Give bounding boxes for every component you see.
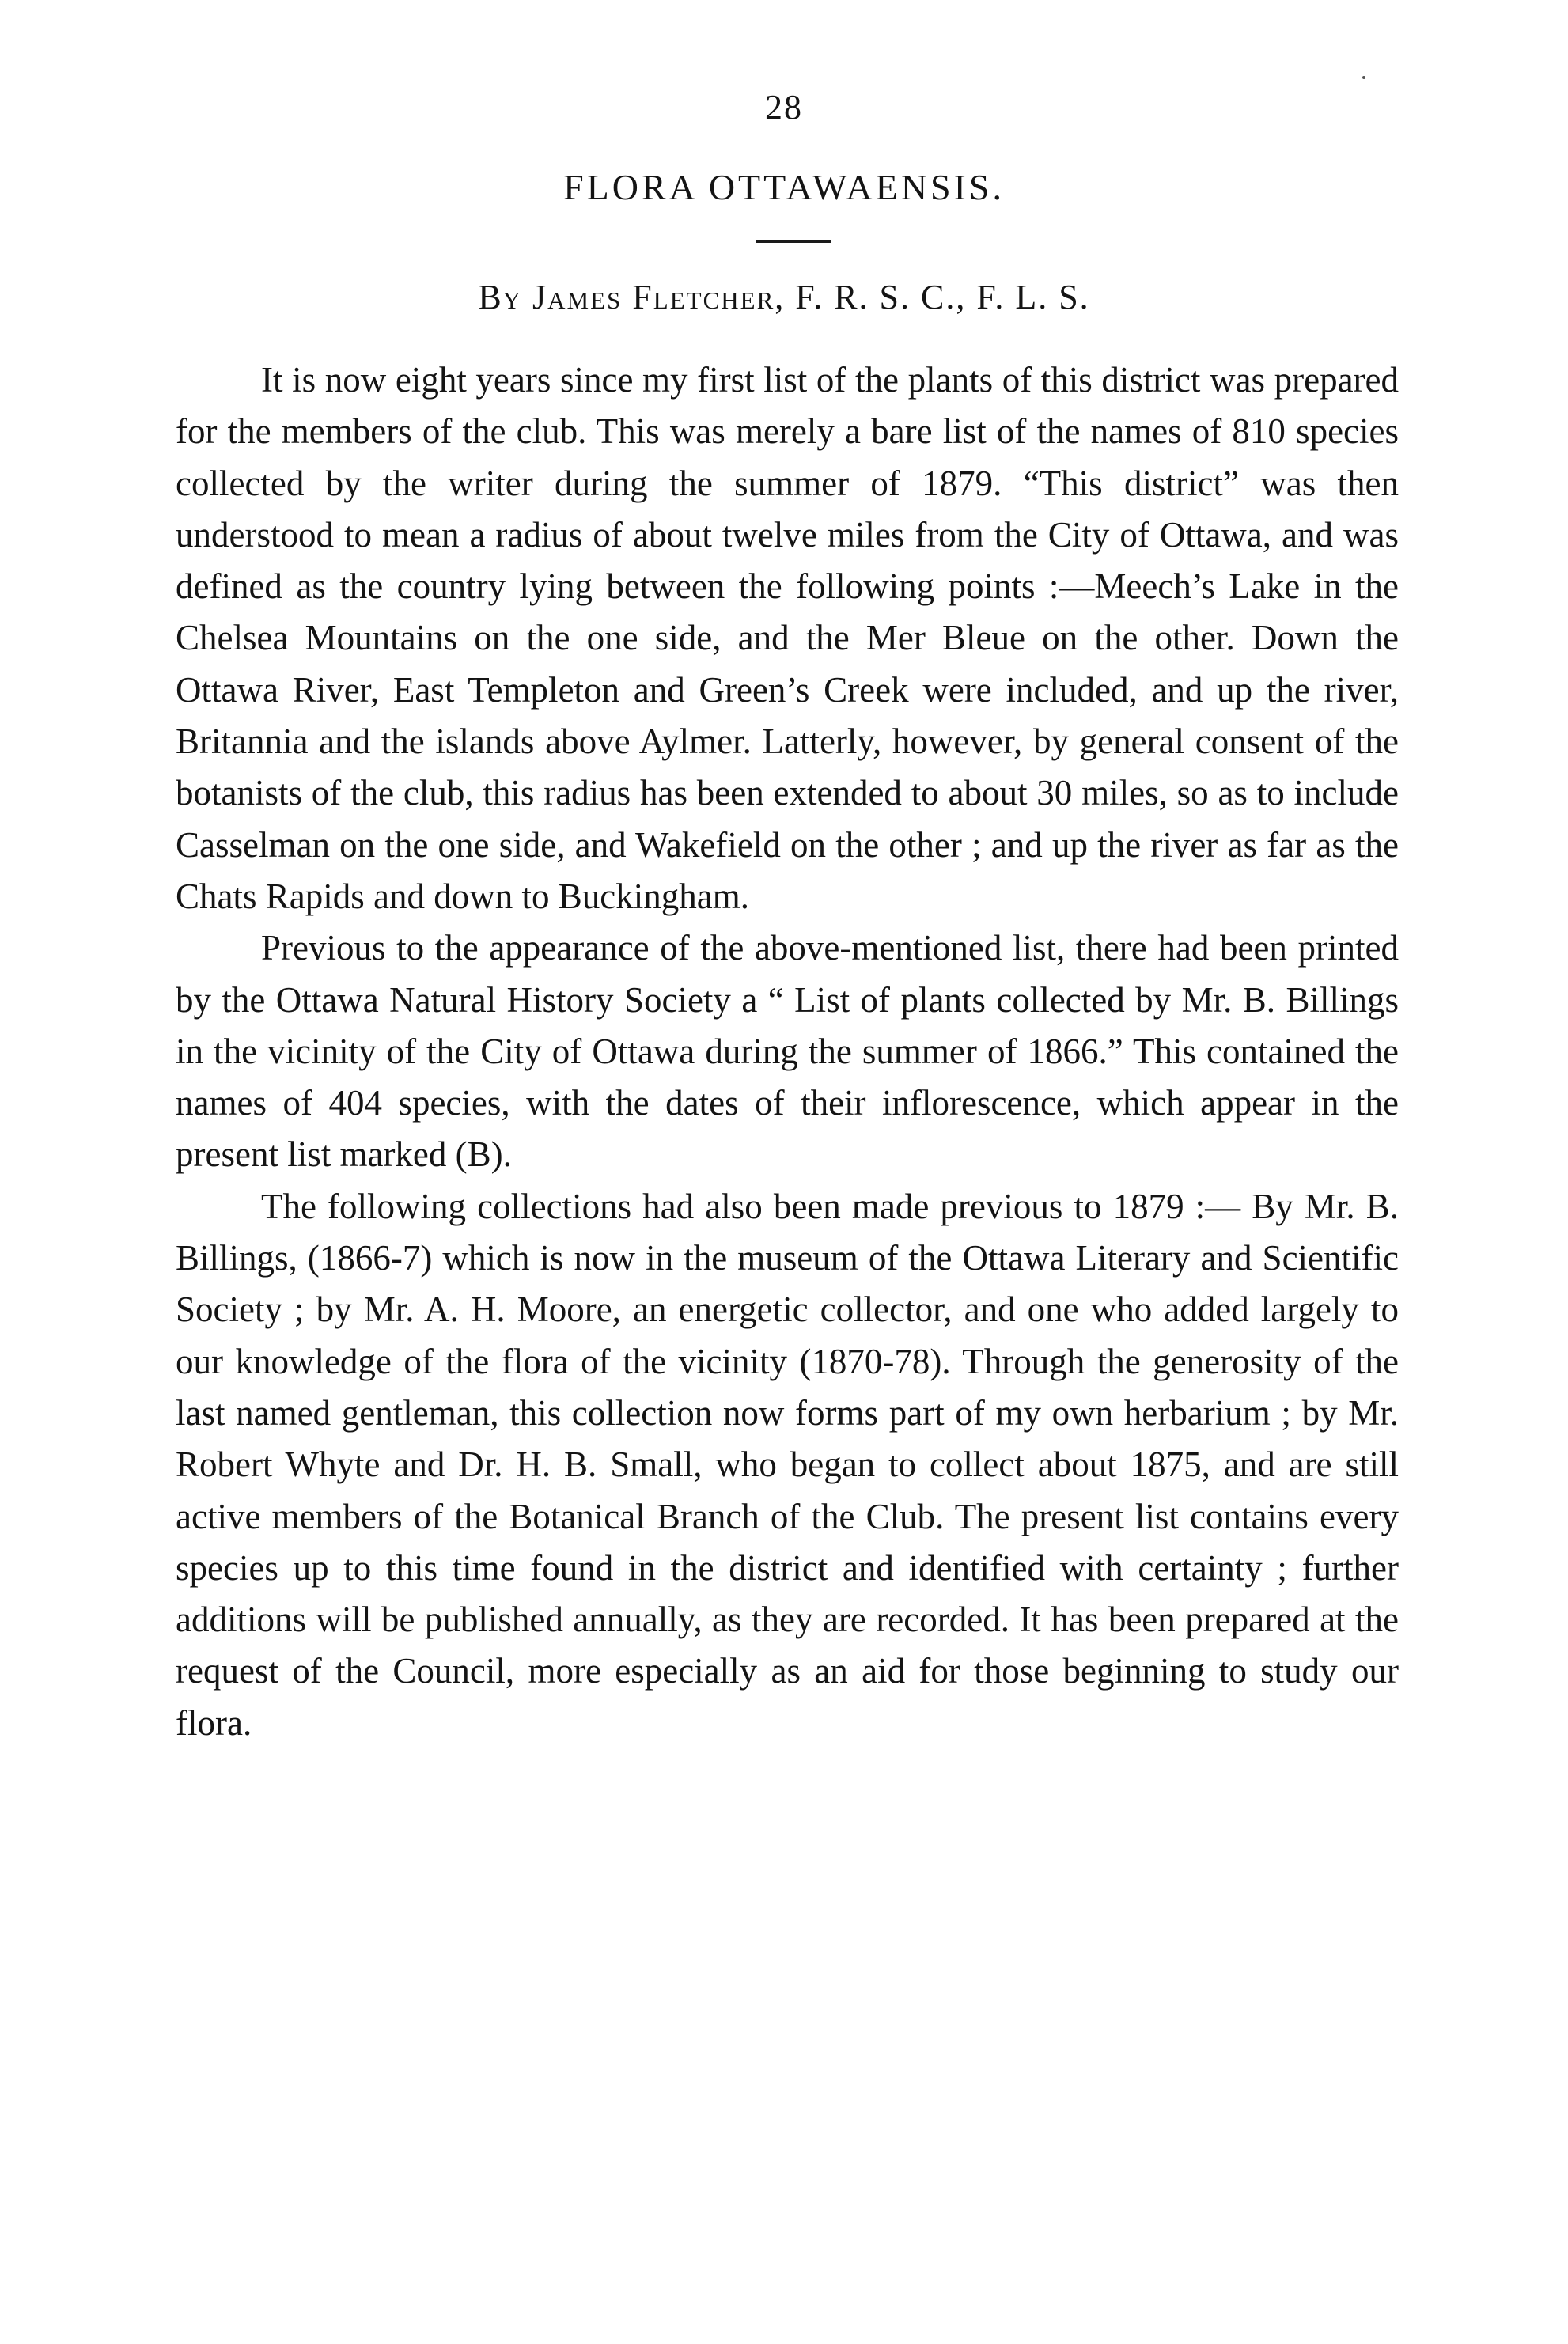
paragraph-1: It is now eight years since my first list of the plants of this district was prepared for the members of the club. This was merely a bare list of the names of 810 species collected by the writer during the summer of 1879. “This district” was then understood to mean a radius of about twelve miles from the City of Ottawa, and was defined as the country lying between the following points :—Meech’s Lake in the Chelsea Mountains on the one side, and the Mer Bleue on the other. Down the Ottawa River, East Templeton and Green’s Creek were included, and up the river, Britannia and the islands above Aylmer. Latterly, however, by general consent of the botanists of the club, this radius has been extended to about 30 miles, so as to include Casselman on the one side, and Wakefield on the other ; and up the river as far as the Chats Rapids and down to Buckingham. (176, 360, 1399, 916)
page-number: 28 (765, 88, 803, 127)
article-title: FLORA OTTAWAENSIS. (563, 167, 1005, 207)
print-speck (1362, 76, 1365, 79)
paragraph-2: Previous to the appearance of the above-mentioned list, there had been printed by the Ottawa Natural History Society a “ List of plants collected by Mr. B. Billings in the vicinity of the City of Ottawa during the summer of 1866.” This contained the names of 404 species, with the dates of their inflorescence, which appear in the present list marked (B). (176, 928, 1399, 1175)
article-body (176, 354, 1399, 1749)
paragraph-3: The following collections had also been made previous to 1879 :— By Mr. B. Billings, (1866-7) which is now in the museum of the Ottawa Literary and Scientific Society ; by Mr. A. H. Moore, an energetic collector, and one who added largely to our knowledge of the flora of the vicinity (1870-78). Through the generosity of the last named gentleman, this collection now forms part of my own herbarium ; by Mr. Robert Whyte and Dr. H. B. Small, who began to collect about 1875, and are still active members of the Botanical Branch of the Club. The present list contains every species up to this time found in the district and identified with certainty ; further additions will be published annually, as they are recorded. It has been prepared at the request of the Council, more especially as an aid for those beginning to study our flora. (176, 1186, 1399, 1743)
title-rule-divider (756, 240, 831, 243)
author-byline: By James Fletcher, F. R. S. C., F. L. S. (478, 278, 1090, 316)
